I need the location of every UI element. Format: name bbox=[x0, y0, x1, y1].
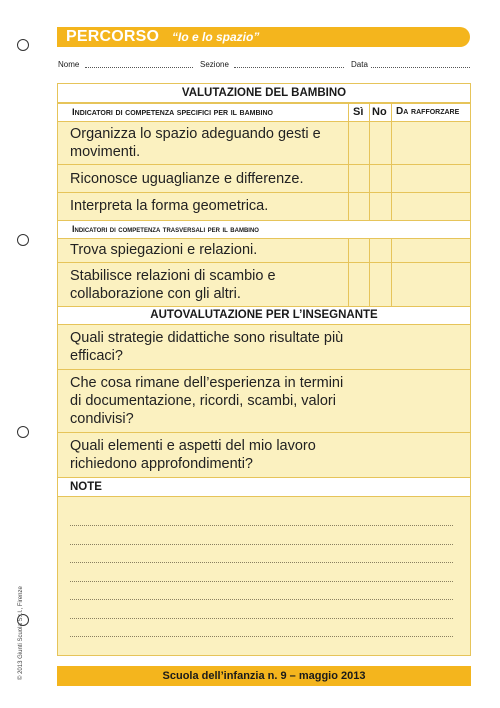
transversal-header: Indicatori di competenza trasversali per il bambino bbox=[58, 220, 470, 239]
evaluation-title: VALUTAZIONE DEL BAMBINO bbox=[58, 84, 470, 103]
columns-header-row bbox=[58, 103, 470, 122]
section-field[interactable] bbox=[234, 67, 344, 68]
name-label: Nome bbox=[58, 60, 80, 69]
col-divider-2 bbox=[369, 103, 370, 222]
note-line[interactable] bbox=[70, 562, 453, 563]
footer-bar bbox=[57, 666, 471, 686]
note-line[interactable] bbox=[70, 581, 453, 582]
list-item: Interpreta la forma geometrica. bbox=[70, 198, 269, 214]
list-item: Trova spiegazioni e relazioni. bbox=[70, 242, 258, 258]
copyright-text: © 2013 Giunti Scuola S.r.l., Firenze bbox=[18, 586, 24, 680]
list-item: Organizza lo spazio adeguando gesti e movimenti. bbox=[70, 126, 321, 160]
col-reinforce: Da rafforzare bbox=[396, 106, 460, 117]
list-item: Quali strategie didattiche sono risultate più efficaci? bbox=[70, 330, 344, 364]
footer-text: Scuola dell’infanzia n. 9 – maggio 2013 bbox=[162, 670, 366, 682]
row-divider bbox=[58, 262, 470, 263]
binder-hole-1 bbox=[17, 39, 29, 51]
evaluation-form bbox=[57, 83, 471, 656]
row-divider bbox=[58, 164, 470, 165]
name-field[interactable] bbox=[85, 67, 193, 68]
list-item: Riconosce uguaglianze e differenze. bbox=[70, 171, 304, 187]
note-line[interactable] bbox=[70, 599, 453, 600]
row-divider bbox=[58, 192, 470, 193]
header-bar bbox=[57, 27, 470, 47]
col-divider-5 bbox=[369, 239, 370, 306]
row-divider bbox=[58, 432, 470, 433]
col-divider-3 bbox=[391, 103, 392, 222]
header-title: “Io e lo spazio” bbox=[172, 30, 260, 44]
col-yes: Sì bbox=[353, 106, 364, 118]
notes-title: NOTE bbox=[58, 477, 470, 497]
note-line[interactable] bbox=[70, 618, 453, 619]
note-line[interactable] bbox=[70, 544, 453, 545]
list-item: Che cosa rimane dell’esperienza in termini di documentazione, ricordi, scambi, valori condivisi? bbox=[70, 375, 344, 427]
self-evaluation-title: AUTOVALUTAZIONE PER L’INSEGNANTE bbox=[58, 306, 470, 325]
note-line[interactable] bbox=[70, 525, 453, 526]
col-indicators: Indicatori di competenza specifici per il bambino bbox=[72, 107, 273, 118]
section-label: Sezione bbox=[200, 60, 229, 69]
col-divider-6 bbox=[391, 239, 392, 306]
binder-hole-2 bbox=[17, 234, 29, 246]
list-item: Stabilisce relazioni di scambio e collaborazione con gli altri. bbox=[70, 268, 276, 302]
col-no: No bbox=[372, 106, 387, 118]
date-label: Data bbox=[351, 60, 368, 69]
binder-hole-3 bbox=[17, 426, 29, 438]
meta-row bbox=[58, 60, 470, 72]
list-item: Quali elementi e aspetti del mio lavoro richiedono approfondimenti? bbox=[70, 438, 316, 472]
row-divider bbox=[58, 369, 470, 370]
date-field[interactable] bbox=[371, 67, 470, 68]
note-line[interactable] bbox=[70, 636, 453, 637]
header-label: PERCORSO bbox=[66, 28, 160, 45]
